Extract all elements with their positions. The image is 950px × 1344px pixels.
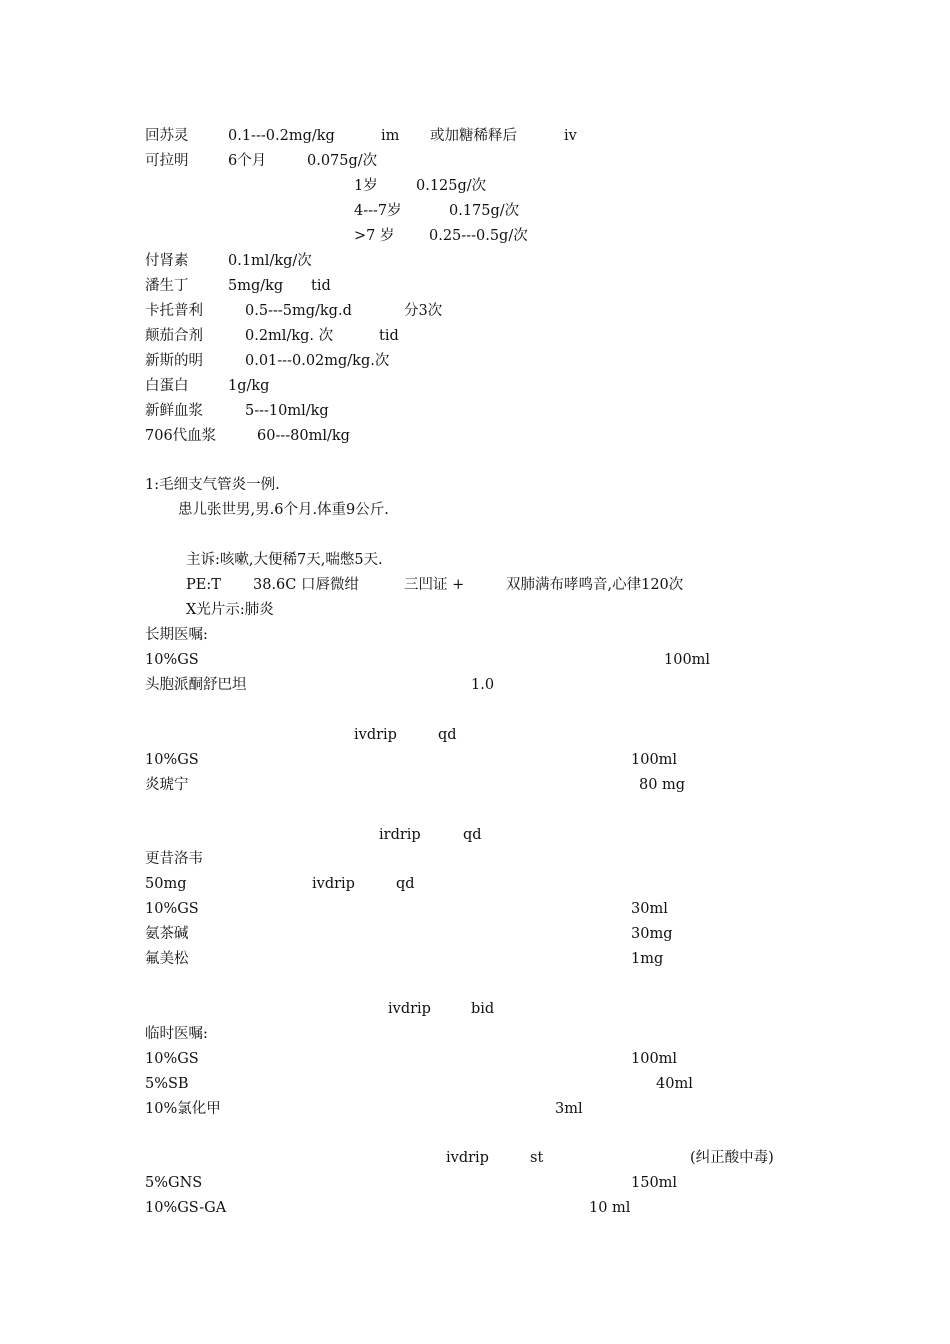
order-item: 5%GNS: [145, 1175, 203, 1191]
order-item: 10%GS: [145, 652, 199, 668]
frequency: 分3次: [404, 303, 443, 319]
note: 或加糖稀释后: [430, 128, 517, 144]
order-item: 更昔洛韦: [145, 851, 203, 867]
temporary-orders-heading: 临时医嘱:: [145, 1026, 208, 1042]
case-heading: 1:毛细支气管炎一例.: [145, 477, 280, 493]
exam-finding: 双肺满布哮鸣音,心律120次: [506, 577, 684, 593]
dosage: 5mg/kg: [228, 278, 284, 294]
dosage: 0.5---5mg/kg.d: [245, 303, 352, 319]
dosage: 0.01---0.02mg/kg.次: [245, 353, 390, 369]
dosage: 0.175g/次: [449, 203, 520, 219]
order-amount: 30ml: [631, 901, 668, 917]
dosage: 0.075g/次: [307, 153, 378, 169]
exam-finding: 三凹证 +: [404, 577, 465, 593]
order-item: 10%GS-GA: [145, 1200, 227, 1216]
order-frequency: qd: [396, 876, 415, 892]
order-amount: 3ml: [555, 1101, 583, 1117]
drug-name: 白蛋白: [145, 378, 189, 394]
order-amount: 1mg: [631, 951, 664, 967]
chief-complaint: 主诉:咳嗽,大便稀7天,喘憋5天.: [186, 552, 383, 568]
order-amount: 10 ml: [589, 1200, 631, 1216]
frequency: tid: [379, 328, 399, 344]
order-frequency: bid: [471, 1001, 495, 1017]
order-amount: 100ml: [631, 1051, 678, 1067]
xray-result: X光片示:肺炎: [186, 602, 274, 618]
order-amount: 150ml: [631, 1175, 678, 1191]
age: >7 岁: [354, 228, 395, 244]
exam-label: PE:T: [186, 577, 221, 593]
order-route: irdrip: [379, 827, 421, 843]
dosage: 0.1---0.2mg/kg: [228, 128, 335, 144]
order-frequency: qd: [438, 727, 457, 743]
age: 1岁: [354, 178, 378, 194]
dosage: 1g/kg: [228, 378, 270, 394]
drug-name: 颠茄合剂: [145, 328, 203, 344]
order-note: (纠正酸中毒): [690, 1150, 774, 1166]
order-route: ivdrip: [446, 1150, 489, 1166]
order-route: ivdrip: [312, 876, 355, 892]
order-item: 氟美松: [145, 951, 189, 967]
order-route: ivdrip: [388, 1001, 431, 1017]
order-amount: 80 mg: [639, 777, 686, 793]
order-amount: 100ml: [631, 752, 678, 768]
drug-name: 卡托普利: [145, 303, 203, 319]
order-item: 炎琥宁: [145, 777, 189, 793]
drug-name: 付肾素: [145, 253, 189, 269]
dosage: 0.125g/次: [416, 178, 487, 194]
drug-name: 回苏灵: [145, 128, 189, 144]
order-route: ivdrip: [354, 727, 397, 743]
route: im: [381, 128, 400, 144]
order-frequency: st: [530, 1150, 544, 1166]
drug-name: 新鲜血浆: [145, 403, 203, 419]
frequency: tid: [311, 278, 331, 294]
dosage: 5---10ml/kg: [245, 403, 329, 419]
order-amount: 100ml: [664, 652, 711, 668]
order-item: 10%GS: [145, 901, 199, 917]
order-amount: 1.0: [471, 677, 495, 693]
order-item: 10%GS: [145, 1051, 199, 1067]
age: 6个月: [228, 153, 267, 169]
order-item: 10%氯化甲: [145, 1101, 221, 1117]
dosage: 60---80ml/kg: [257, 428, 350, 444]
age: 4---7岁: [354, 203, 402, 219]
order-item: 氨茶碱: [145, 926, 189, 942]
patient-info: 患儿张世男,男.6个月.体重9公斤.: [178, 502, 389, 518]
order-amount: 50mg: [145, 876, 187, 892]
drug-name: 潘生丁: [145, 278, 189, 294]
dosage: 0.2ml/kg. 次: [245, 328, 334, 344]
order-item: 5%SB: [145, 1076, 189, 1092]
order-amount: 40ml: [656, 1076, 693, 1092]
drug-name: 706代血浆: [145, 428, 217, 444]
exam-finding: 38.6C 口唇微绀: [253, 577, 359, 593]
dosage: 0.25---0.5g/次: [429, 228, 528, 244]
route: iv: [564, 128, 577, 144]
order-item: 10%GS: [145, 752, 199, 768]
drug-name: 新斯的明: [145, 353, 203, 369]
long-term-orders-heading: 长期医嘱:: [145, 627, 208, 643]
drug-name: 可拉明: [145, 153, 189, 169]
order-item: 头胞派酮舒巴坦: [145, 677, 247, 693]
order-amount: 30mg: [631, 926, 673, 942]
order-frequency: qd: [463, 827, 482, 843]
dosage: 0.1ml/kg/次: [228, 253, 312, 269]
